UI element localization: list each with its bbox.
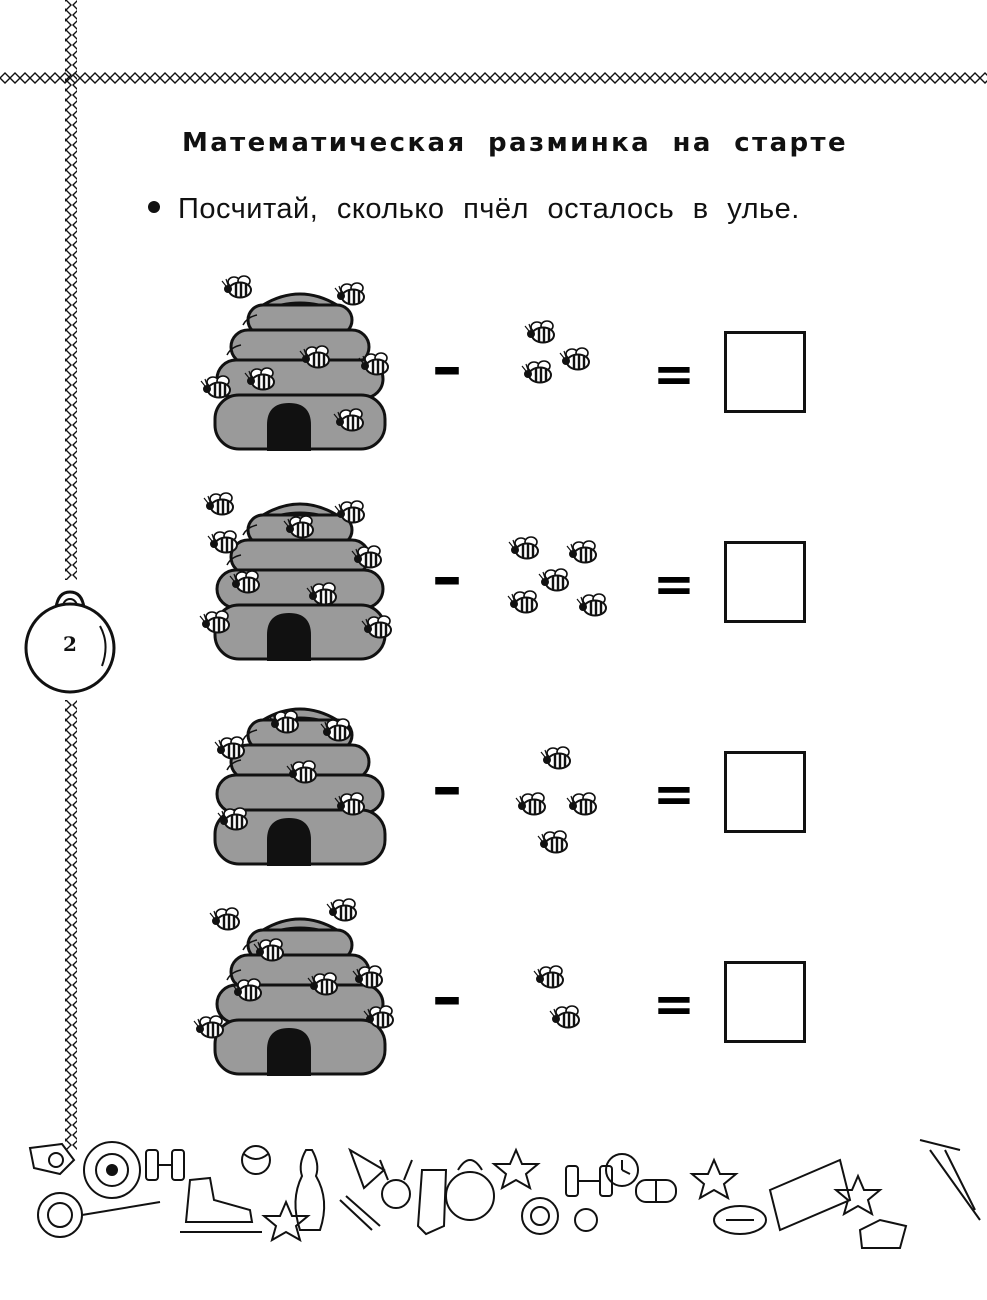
page-title: Математическая разминка на старте <box>181 128 849 158</box>
goggles-icon <box>636 1180 676 1202</box>
exercise-1-scene <box>0 265 987 465</box>
instruction-text: Посчитай, сколько пчёл осталось в улье. <box>178 193 800 225</box>
departing-bees <box>522 321 589 383</box>
minus-sign: – <box>432 332 462 402</box>
minus-sign: – <box>432 542 462 612</box>
beehive-icon <box>215 709 385 866</box>
sports-doodle-border <box>0 1130 987 1250</box>
departing-bees <box>516 747 596 853</box>
equals-sign: = <box>653 345 695 403</box>
rosette-icon <box>522 1198 558 1234</box>
equals-sign: = <box>653 975 695 1033</box>
dumbbell-icon <box>146 1150 184 1180</box>
departing-bees <box>534 966 579 1028</box>
bullet-icon <box>148 201 160 213</box>
skate-icon <box>180 1178 262 1232</box>
star-icon <box>836 1176 880 1214</box>
bowling-pin-icon <box>295 1150 324 1230</box>
equals-sign: = <box>653 765 695 823</box>
football-icon <box>714 1206 766 1234</box>
answer-box[interactable] <box>724 961 806 1043</box>
sock-icon <box>418 1170 446 1234</box>
target-icon <box>84 1142 140 1198</box>
star-icon <box>494 1150 538 1188</box>
answer-box[interactable] <box>724 751 806 833</box>
darts-icon <box>920 1140 980 1220</box>
answer-box[interactable] <box>724 331 806 413</box>
exercise-row-1 <box>0 265 987 465</box>
exercise-4-scene <box>0 895 987 1095</box>
exercise-row-2 <box>0 475 987 675</box>
minus-sign: – <box>432 752 462 822</box>
glove-icon <box>860 1220 906 1248</box>
ball-icon <box>242 1146 270 1174</box>
kettlebell-small-icon <box>446 1160 494 1220</box>
star-icon <box>264 1202 308 1240</box>
whistle-icon <box>30 1144 74 1174</box>
shuttlecock-icon <box>340 1150 384 1230</box>
minus-sign: – <box>432 962 462 1032</box>
medal-icon <box>380 1160 412 1208</box>
equals-sign: = <box>653 555 695 613</box>
star-icon <box>692 1160 736 1198</box>
top-border-line <box>0 72 987 84</box>
ball-icon <box>575 1209 597 1231</box>
exercise-row-3 <box>0 685 987 885</box>
lollipop-icon <box>38 1193 160 1237</box>
task-instruction <box>148 193 800 226</box>
departing-bees <box>508 537 606 616</box>
flipper-icon <box>770 1160 850 1230</box>
page-number: 2 <box>63 632 77 656</box>
exercise-3-scene <box>0 685 987 885</box>
stopwatch-icon <box>606 1154 638 1186</box>
exercise-row-4 <box>0 895 987 1095</box>
exercise-2-scene <box>0 475 987 675</box>
answer-box[interactable] <box>724 541 806 623</box>
